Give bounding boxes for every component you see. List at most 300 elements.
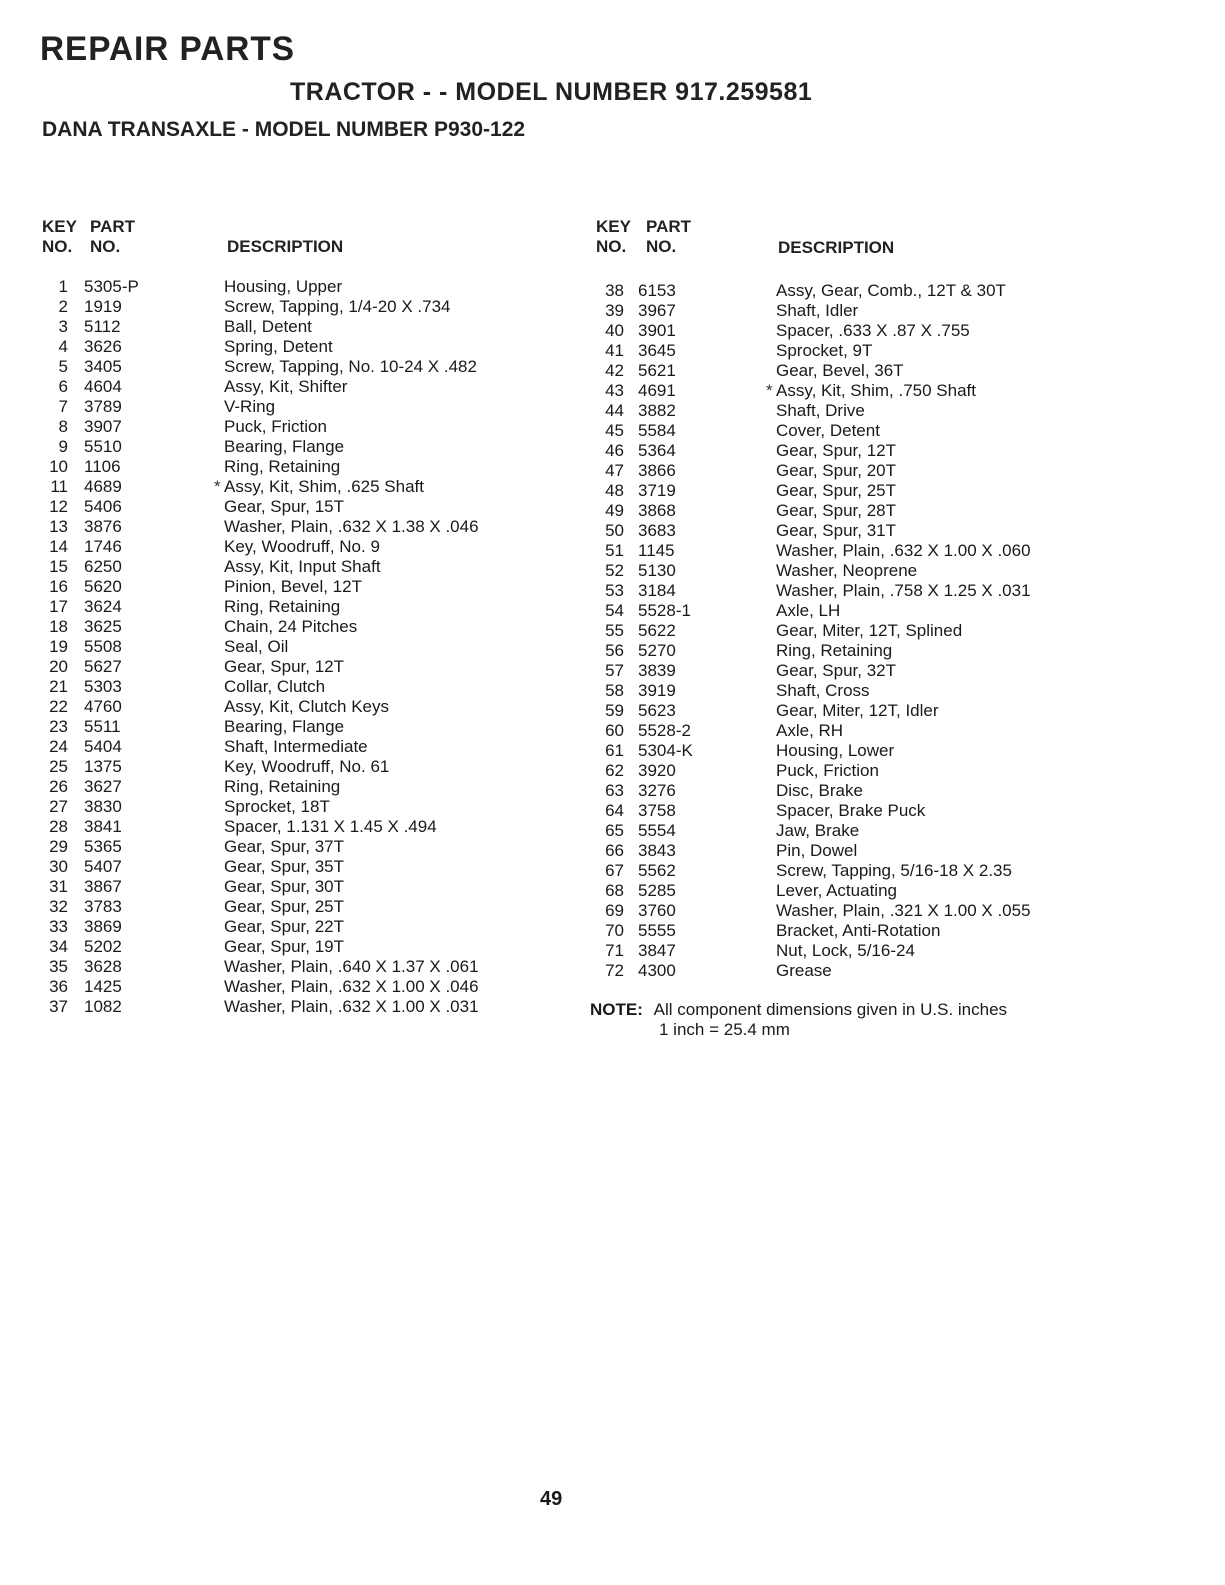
- parts-row: [34, 597, 554, 617]
- part-description: Ring, Retaining: [224, 457, 341, 476]
- parts-row: [34, 897, 554, 917]
- part-description: Washer, Neoprene: [776, 561, 918, 580]
- part-number: 5202: [84, 937, 122, 956]
- part-description: Assy, Kit, Input Shaft: [224, 557, 381, 576]
- key-number: 72: [605, 961, 624, 980]
- key-number: 46: [605, 441, 624, 460]
- part-description: Grease: [776, 961, 832, 980]
- part-description: Screw, Tapping, 1/4-20 X .734: [224, 297, 451, 316]
- parts-row: [34, 937, 554, 957]
- part-number: 3758: [638, 801, 676, 820]
- part-number: 5620: [84, 577, 122, 596]
- parts-row: [34, 277, 554, 297]
- key-number: 4: [58, 337, 68, 356]
- parts-row: [34, 857, 554, 877]
- footnote-mark: *: [214, 477, 221, 496]
- part-description: Gear, Bevel, 36T: [776, 361, 904, 380]
- key-number: 22: [49, 697, 68, 716]
- parts-row: [34, 337, 554, 357]
- key-number: 14: [49, 537, 68, 556]
- parts-row: [34, 317, 554, 337]
- part-number: 1919: [84, 297, 122, 316]
- key-number: 47: [605, 461, 624, 480]
- parts-row: [34, 457, 554, 477]
- part-description: Seal, Oil: [224, 637, 289, 656]
- part-number: 3866: [638, 461, 676, 480]
- parts-row: [34, 737, 554, 757]
- parts-row: [590, 741, 1150, 761]
- part-number: 3907: [84, 417, 122, 436]
- key-number: 18: [49, 617, 68, 636]
- part-number: 5622: [638, 621, 676, 640]
- part-description: Gear, Miter, 12T, Idler: [776, 701, 939, 720]
- part-description: Jaw, Brake: [776, 821, 860, 840]
- part-number: 4760: [84, 697, 122, 716]
- key-number: 58: [605, 681, 624, 700]
- left-key-header: KEY NO.: [42, 217, 77, 256]
- part-description: Gear, Spur, 31T: [776, 521, 897, 540]
- part-number: 3627: [84, 777, 122, 796]
- part-description: Pin, Dowel: [776, 841, 858, 860]
- part-number: 3841: [84, 817, 122, 836]
- part-number: 5304-K: [638, 741, 693, 760]
- part-number: 5510: [84, 437, 122, 456]
- part-description: Spacer, Brake Puck: [776, 801, 926, 820]
- parts-row: [590, 381, 1150, 401]
- key-number: 61: [605, 741, 624, 760]
- part-description: Washer, Plain, .640 X 1.37 X .061: [224, 957, 479, 976]
- part-number: 4604: [84, 377, 122, 396]
- part-number: 5112: [84, 317, 121, 336]
- part-number: 3920: [638, 761, 676, 780]
- key-number: 39: [605, 301, 624, 320]
- part-description: Ball, Detent: [224, 317, 312, 336]
- key-number: 31: [49, 877, 68, 896]
- part-number: 3783: [84, 897, 122, 916]
- part-description: Sprocket, 9T: [776, 341, 873, 360]
- note-line-1: All component dimensions given in U.S. inches: [653, 1000, 1008, 1019]
- key-number: 11: [50, 477, 68, 496]
- parts-row: [590, 721, 1150, 741]
- part-number: 5285: [638, 881, 676, 900]
- part-number: 6250: [84, 557, 122, 576]
- parts-row: [590, 621, 1150, 641]
- part-description: Assy, Kit, Shifter: [224, 377, 348, 396]
- key-number: 65: [605, 821, 624, 840]
- part-number: 3276: [638, 781, 676, 800]
- note-line-2: 1 inch = 25.4 mm: [659, 1020, 790, 1039]
- part-number: 3901: [638, 321, 676, 340]
- part-number: 5562: [638, 861, 676, 880]
- parts-row: [590, 681, 1150, 701]
- part-description: Gear, Spur, 32T: [776, 661, 897, 680]
- dimension-note: [590, 1000, 1008, 1039]
- key-number: 23: [49, 717, 68, 736]
- part-description: Gear, Spur, 20T: [776, 461, 897, 480]
- right-description-header: DESCRIPTION: [778, 238, 895, 257]
- part-number: 5364: [638, 441, 676, 460]
- parts-row: [34, 417, 554, 437]
- parts-row: [34, 717, 554, 737]
- part-number: 5407: [84, 857, 122, 876]
- key-number: 50: [605, 521, 624, 540]
- part-number: 1375: [84, 757, 122, 776]
- page-title: REPAIR PARTS: [40, 30, 295, 68]
- part-number: 3843: [638, 841, 676, 860]
- part-number: 3869: [84, 917, 122, 936]
- parts-row: [590, 521, 1150, 541]
- parts-row: [590, 561, 1150, 581]
- part-description: Gear, Spur, 25T: [224, 897, 345, 916]
- part-description: Shaft, Idler: [776, 301, 859, 320]
- part-number: 3919: [638, 681, 676, 700]
- part-description: Ring, Retaining: [224, 597, 341, 616]
- parts-row: [34, 357, 554, 377]
- part-number: 5623: [638, 701, 676, 720]
- parts-row: [34, 797, 554, 817]
- parts-row: [590, 501, 1150, 521]
- part-number: 3789: [84, 397, 122, 416]
- parts-row: [34, 657, 554, 677]
- key-number: 21: [49, 677, 68, 696]
- parts-row: [590, 861, 1150, 881]
- key-number: 30: [49, 857, 68, 876]
- parts-row: [34, 577, 554, 597]
- key-number: 60: [605, 721, 624, 740]
- parts-row: [34, 697, 554, 717]
- part-description: Pinion, Bevel, 12T: [224, 577, 362, 596]
- parts-row: [34, 497, 554, 517]
- part-description: Axle, RH: [776, 721, 844, 740]
- part-number: 3628: [84, 957, 122, 976]
- right-key-header: KEY NO.: [596, 217, 631, 256]
- parts-row: [590, 361, 1150, 381]
- part-number: 1082: [84, 997, 122, 1016]
- parts-row: [34, 377, 554, 397]
- key-number: 33: [49, 917, 68, 936]
- key-number: 64: [605, 801, 624, 820]
- key-number: 66: [605, 841, 624, 860]
- parts-row: [590, 581, 1150, 601]
- parts-row: [34, 677, 554, 697]
- key-number: 71: [605, 941, 624, 960]
- key-number: 45: [605, 421, 624, 440]
- right-part-header: PART NO.: [646, 217, 692, 256]
- part-description: Washer, Plain, .632 X 1.00 X .060: [776, 541, 1031, 560]
- part-number: 5528-1: [638, 601, 691, 620]
- part-description: Washer, Plain, .632 X 1.00 X .046: [224, 977, 479, 996]
- parts-row: [34, 557, 554, 577]
- part-description: Washer, Plain, .632 X 1.00 X .031: [224, 997, 479, 1016]
- key-number: 69: [605, 901, 624, 920]
- parts-row: [34, 877, 554, 897]
- part-number: 3868: [638, 501, 676, 520]
- parts-row: [590, 441, 1150, 461]
- parts-row: [590, 321, 1150, 341]
- parts-row: [590, 541, 1150, 561]
- parts-row: [590, 781, 1150, 801]
- key-number: 29: [49, 837, 68, 856]
- page-number: 49: [540, 1488, 563, 1510]
- part-description: Gear, Spur, 12T: [224, 657, 345, 676]
- key-number: 19: [49, 637, 68, 656]
- part-description: Housing, Lower: [776, 741, 895, 760]
- key-number: 35: [49, 957, 68, 976]
- parts-row: [34, 517, 554, 537]
- part-description: Axle, LH: [776, 601, 841, 620]
- part-number: 3867: [84, 877, 122, 896]
- part-number: 3839: [638, 661, 676, 680]
- key-number: 59: [605, 701, 624, 720]
- part-description: Spacer, .633 X .87 X .755: [776, 321, 970, 340]
- left-parts-list: [34, 277, 554, 1017]
- part-number: 5404: [84, 737, 122, 756]
- part-number: 5130: [638, 561, 676, 580]
- key-number: 15: [49, 557, 68, 576]
- key-number: 28: [49, 817, 68, 836]
- part-description: Washer, Plain, .632 X 1.38 X .046: [224, 517, 479, 536]
- right-parts-list: [590, 281, 1150, 981]
- parts-row: [590, 961, 1150, 981]
- part-description: Chain, 24 Pitches: [224, 617, 358, 636]
- part-description: Screw, Tapping, 5/16-18 X 2.35: [776, 861, 1012, 880]
- part-description: Sprocket, 18T: [224, 797, 330, 816]
- parts-row: [34, 637, 554, 657]
- key-number: 38: [605, 281, 624, 300]
- key-number: 70: [605, 921, 624, 940]
- key-number: 51: [605, 541, 624, 560]
- part-description: Assy, Kit, Clutch Keys: [224, 697, 390, 716]
- left-description-header: DESCRIPTION: [227, 237, 344, 256]
- key-number: 41: [605, 341, 624, 360]
- part-description: Gear, Spur, 37T: [224, 837, 345, 856]
- parts-row: [590, 921, 1150, 941]
- parts-row: [590, 341, 1150, 361]
- parts-row: [590, 941, 1150, 961]
- key-number: 49: [605, 501, 624, 520]
- key-number: 25: [49, 757, 68, 776]
- key-number: 34: [49, 937, 68, 956]
- part-description: Gear, Spur, 15T: [224, 497, 345, 516]
- parts-row: [34, 757, 554, 777]
- part-description: Assy, Kit, Shim, .750 Shaft: [776, 381, 976, 400]
- part-description: Shaft, Cross: [776, 681, 870, 700]
- part-number: 3847: [638, 941, 676, 960]
- part-description: V-Ring: [224, 397, 276, 416]
- part-description: Gear, Spur, 19T: [224, 937, 345, 956]
- parts-row: [34, 917, 554, 937]
- key-number: 44: [605, 401, 624, 420]
- parts-row: [590, 701, 1150, 721]
- part-number: 5555: [638, 921, 676, 940]
- part-number: 1746: [84, 537, 122, 556]
- parts-row: [590, 301, 1150, 321]
- parts-row: [34, 817, 554, 837]
- part-number: 5305-P: [84, 277, 139, 296]
- part-number: 3876: [84, 517, 122, 536]
- part-description: Washer, Plain, .321 X 1.00 X .055: [776, 901, 1031, 920]
- key-number: 36: [49, 977, 68, 996]
- parts-row: [34, 997, 554, 1017]
- part-number: 6153: [638, 281, 676, 300]
- key-number: 1: [58, 277, 68, 296]
- part-number: 3405: [84, 357, 122, 376]
- key-number: 67: [605, 861, 624, 880]
- part-description: Puck, Friction: [224, 417, 327, 436]
- part-number: 1106: [84, 457, 121, 476]
- part-description: Spacer, 1.131 X 1.45 X .494: [224, 817, 437, 836]
- parts-row: [34, 777, 554, 797]
- parts-row: [590, 281, 1150, 301]
- part-description: Key, Woodruff, No. 61: [224, 757, 390, 776]
- part-description: Collar, Clutch: [224, 677, 326, 696]
- key-number: 62: [605, 761, 624, 780]
- key-number: 43: [605, 381, 624, 400]
- part-description: Shaft, Drive: [776, 401, 865, 420]
- part-number: 3645: [638, 341, 676, 360]
- part-description: Assy, Gear, Comb., 12T & 30T: [776, 281, 1006, 300]
- left-part-header: PART NO.: [90, 217, 136, 256]
- part-number: 3683: [638, 521, 676, 540]
- key-number: 55: [605, 621, 624, 640]
- parts-row: [590, 901, 1150, 921]
- key-number: 17: [49, 597, 68, 616]
- part-description: Disc, Brake: [776, 781, 863, 800]
- part-number: 3184: [638, 581, 676, 600]
- key-number: 12: [49, 497, 68, 516]
- parts-row: [34, 397, 554, 417]
- key-number: 68: [605, 881, 624, 900]
- parts-row: [34, 837, 554, 857]
- parts-row: [590, 641, 1150, 661]
- parts-row: [34, 477, 554, 497]
- part-number: 3719: [638, 481, 676, 500]
- part-number: 3967: [638, 301, 676, 320]
- key-number: 13: [49, 517, 68, 536]
- key-number: 26: [49, 777, 68, 796]
- key-number: 9: [58, 437, 68, 456]
- parts-row: [34, 617, 554, 637]
- part-description: Bearing, Flange: [224, 437, 345, 456]
- part-number: 5584: [638, 421, 676, 440]
- parts-row: [590, 401, 1150, 421]
- part-description: Bearing, Flange: [224, 717, 345, 736]
- part-description: Gear, Spur, 35T: [224, 857, 345, 876]
- key-number: 8: [58, 417, 68, 436]
- key-number: 20: [49, 657, 68, 676]
- part-number: 5365: [84, 837, 122, 856]
- key-number: 10: [49, 457, 68, 476]
- part-description: Shaft, Intermediate: [224, 737, 368, 756]
- parts-row: [590, 601, 1150, 621]
- part-description: Puck, Friction: [776, 761, 879, 780]
- parts-row: [590, 481, 1150, 501]
- key-number: 53: [605, 581, 624, 600]
- part-number: 3882: [638, 401, 676, 420]
- parts-row: [590, 761, 1150, 781]
- key-number: 27: [49, 797, 68, 816]
- key-number: 40: [605, 321, 624, 340]
- footnote-mark: *: [766, 381, 773, 400]
- key-number: 32: [49, 897, 68, 916]
- parts-row: [590, 421, 1150, 441]
- part-number: 3625: [84, 617, 122, 636]
- part-number: 5627: [84, 657, 122, 676]
- key-number: 42: [605, 361, 624, 380]
- tractor-model-heading: TRACTOR - - MODEL NUMBER 917.259581: [290, 78, 813, 106]
- parts-row: [34, 537, 554, 557]
- key-number: 52: [605, 561, 624, 580]
- parts-row: [590, 461, 1150, 481]
- key-number: 16: [49, 577, 68, 596]
- part-description: Gear, Miter, 12T, Splined: [776, 621, 963, 640]
- part-number: 5270: [638, 641, 676, 660]
- key-number: 37: [49, 997, 68, 1016]
- part-description: Ring, Retaining: [224, 777, 341, 796]
- part-number: 5554: [638, 821, 676, 840]
- part-description: Gear, Spur, 30T: [224, 877, 345, 896]
- key-number: 57: [605, 661, 624, 680]
- part-number: 4689: [84, 477, 122, 496]
- parts-row: [590, 841, 1150, 861]
- part-description: Gear, Spur, 12T: [776, 441, 897, 460]
- parts-row: [590, 821, 1150, 841]
- part-description: Assy, Kit, Shim, .625 Shaft: [224, 477, 424, 496]
- transaxle-model-heading: DANA TRANSAXLE - MODEL NUMBER P930-122: [42, 118, 526, 141]
- part-description: Gear, Spur, 25T: [776, 481, 897, 500]
- part-description: Key, Woodruff, No. 9: [224, 537, 380, 556]
- part-number: 4300: [638, 961, 676, 980]
- parts-row: [590, 661, 1150, 681]
- part-number: 1145: [638, 541, 675, 560]
- part-description: Lever, Actuating: [776, 881, 897, 900]
- part-description: Housing, Upper: [224, 277, 343, 296]
- part-number: 3626: [84, 337, 122, 356]
- part-number: 5528-2: [638, 721, 691, 740]
- note-label: NOTE:: [590, 1000, 643, 1019]
- key-number: 56: [605, 641, 624, 660]
- part-description: Cover, Detent: [776, 421, 880, 440]
- part-number: 5406: [84, 497, 122, 516]
- key-number: 48: [605, 481, 624, 500]
- part-number: 5621: [638, 361, 676, 380]
- part-description: Gear, Spur, 22T: [224, 917, 345, 936]
- parts-row: [34, 297, 554, 317]
- part-number: 1425: [84, 977, 122, 996]
- part-description: Spring, Detent: [224, 337, 333, 356]
- key-number: 2: [58, 297, 68, 316]
- part-number: 5508: [84, 637, 122, 656]
- part-number: 3760: [638, 901, 676, 920]
- key-number: 5: [58, 357, 68, 376]
- part-number: 4691: [638, 381, 676, 400]
- parts-row: [34, 977, 554, 997]
- key-number: 63: [605, 781, 624, 800]
- key-number: 7: [58, 397, 68, 416]
- key-number: 54: [605, 601, 624, 620]
- parts-row: [590, 881, 1150, 901]
- parts-row: [34, 957, 554, 977]
- key-number: 3: [58, 317, 68, 336]
- part-description: Nut, Lock, 5/16-24: [776, 941, 915, 960]
- part-number: 3830: [84, 797, 122, 816]
- part-description: Bracket, Anti-Rotation: [776, 921, 941, 940]
- part-number: 5303: [84, 677, 122, 696]
- parts-row: [590, 801, 1150, 821]
- part-number: 3624: [84, 597, 122, 616]
- part-description: Ring, Retaining: [776, 641, 893, 660]
- part-description: Washer, Plain, .758 X 1.25 X .031: [776, 581, 1031, 600]
